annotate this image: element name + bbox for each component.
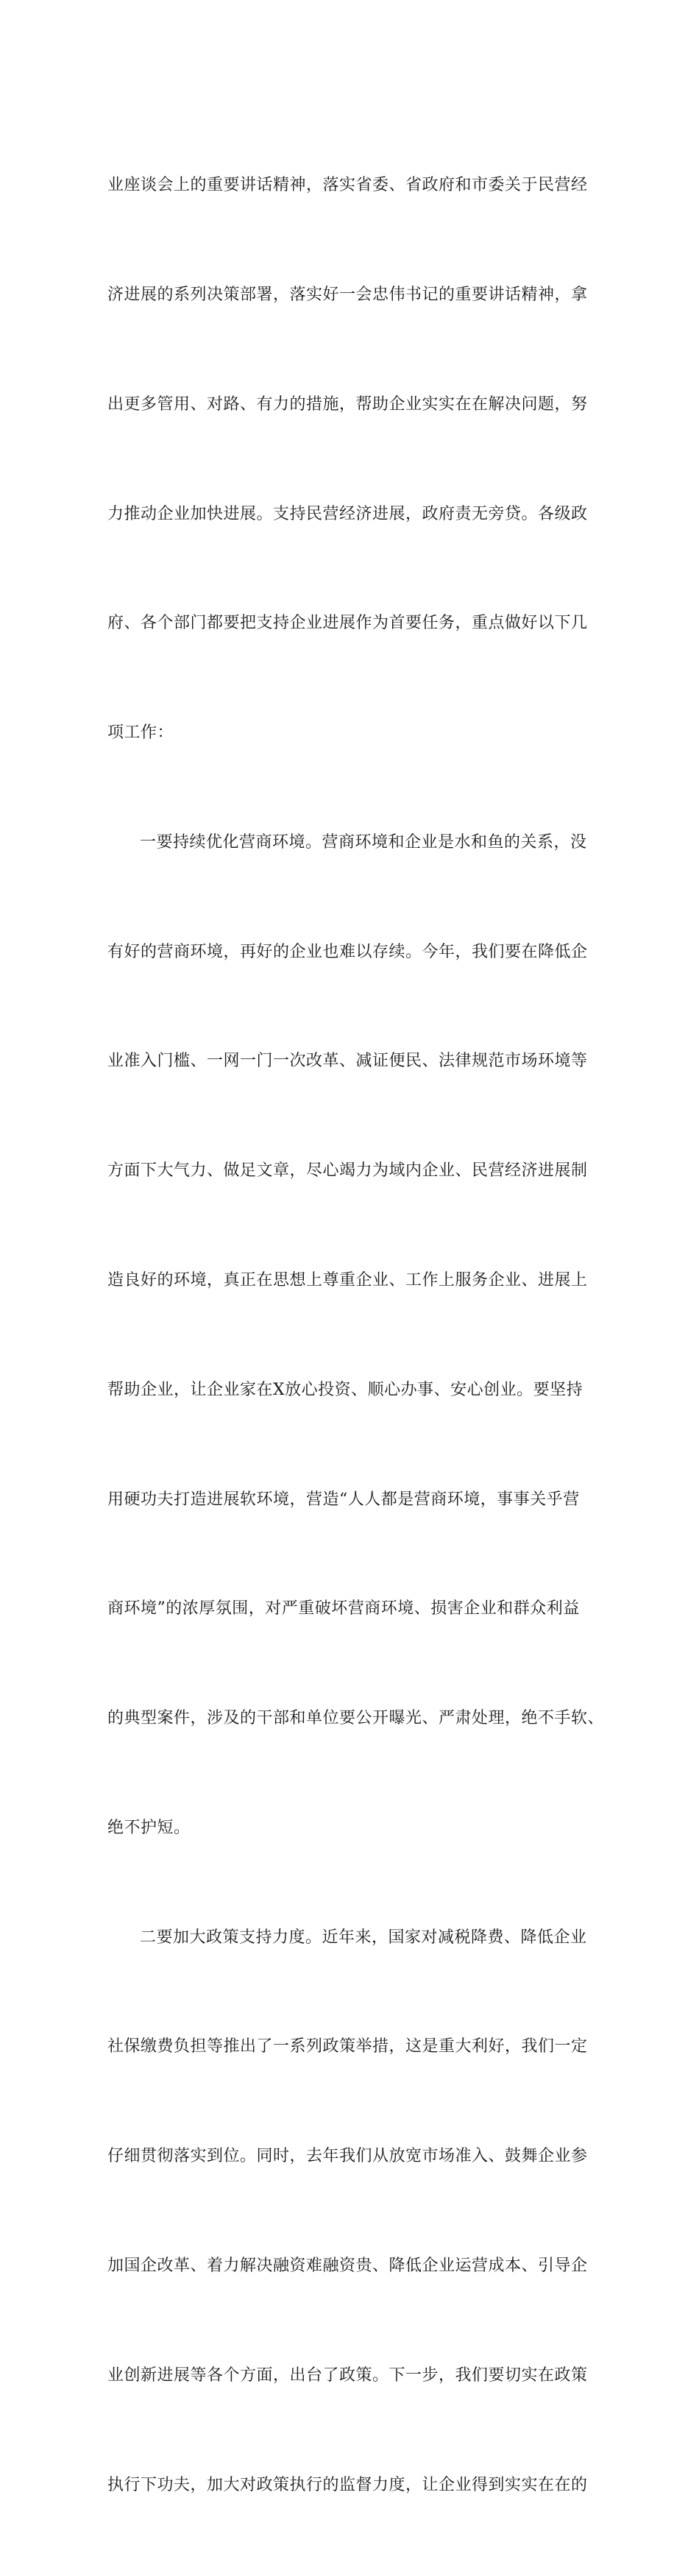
text-line: 济进展的系列决策部署，落实好一会忠伟书记的重要讲话精神，拿 bbox=[107, 285, 588, 304]
text-line: 业创新进展等各个方面，出台了政策。下一步，我们要切实在政策 bbox=[107, 2366, 588, 2385]
text-line: 社保缴费负担等推出了一系列政策举措，这是重大利好，我们一定 bbox=[107, 2037, 588, 2056]
text-line: 的典型案件，涉及的干部和单位要公开曝光、严肃处理，绝不手软、 bbox=[107, 1709, 605, 1728]
body-text bbox=[107, 94, 615, 2576]
text-line: 力推动企业加快进展。支持民营经济进展，政府责无旁贷。各级政 bbox=[107, 504, 588, 523]
text-line: 用硬功夫打造进展软环境，营造“人人都是营商环境，事事关乎营 bbox=[107, 1490, 580, 1509]
text-line: 仔细贯彻落实到位。同时，去年我们从放宽市场准入、鼓舞企业参 bbox=[107, 2147, 588, 2166]
text-line: 项工作： bbox=[107, 723, 174, 743]
text-line: 有好的营商环境，再好的企业也难以存续。今年，我们要在降低企 bbox=[107, 942, 588, 961]
text-line: 执行下功夫，加大对政策执行的监督力度，让企业得到实实在在的 bbox=[107, 2475, 588, 2494]
text-line: 加国企改革、着力解决融资难融资贵、降低企业运营成本、引导企 bbox=[107, 2257, 588, 2276]
text-line: 业座谈会上的重要讲话精神，落实省委、省政府和市委关于民营经 bbox=[107, 176, 588, 195]
text-line: 业准入门槛、一网一门一次改革、减证便民、法律规范市场环境等 bbox=[107, 1052, 588, 1071]
text-line: 出更多管用、对路、有力的措施，帮助企业实实在在解决问题，努 bbox=[107, 394, 588, 414]
text-line: 方面下大气力、做足文章，尽心竭力为域内企业、民营经济进展制 bbox=[107, 1161, 588, 1181]
text-line: 帮助企业，让企业家在X放心投资、顺心办事、安心创业。要坚持 bbox=[107, 1380, 583, 1399]
paragraph-start-line: 二要加大政策支持力度。近年来，国家对减税降费、降低企业 bbox=[140, 1928, 587, 1947]
text-line: 绝不护短。 bbox=[107, 1818, 191, 1837]
text-line: 造良好的环境，真正在思想上尊重企业、工作上服务企业、进展上 bbox=[107, 1271, 588, 1289]
text-line: 商环境”的浓厚氛围，对严重破坏营商环境、损害企业和群众利益 bbox=[107, 1599, 580, 1618]
text-line: 府、各个部门都要把支持企业进展作为首要任务，重点做好以下几 bbox=[107, 614, 588, 633]
paragraph-start-line: 一要持续优化营商环境。营商环境和企业是水和鱼的关系，没 bbox=[140, 832, 587, 852]
